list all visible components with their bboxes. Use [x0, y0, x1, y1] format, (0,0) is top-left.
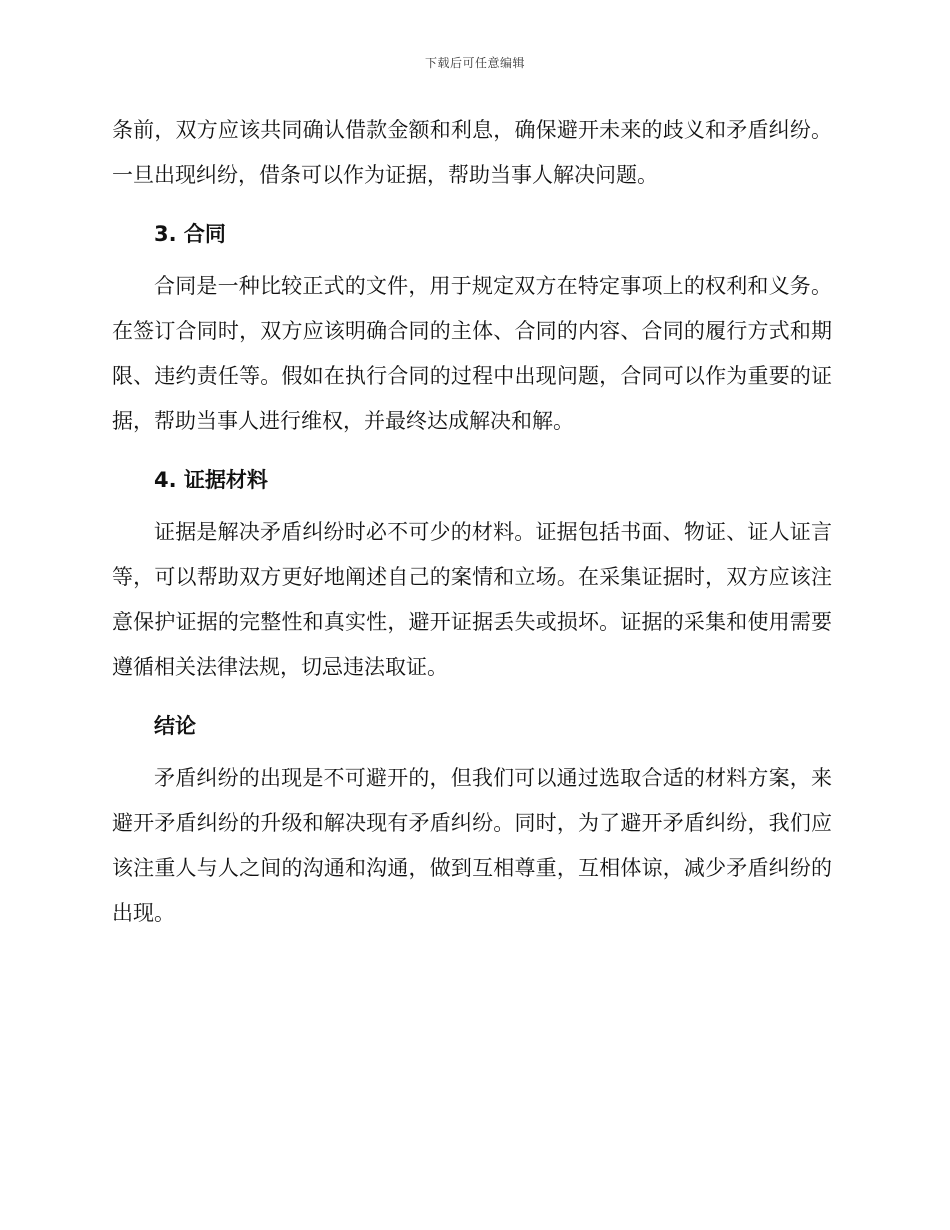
section-heading-evidence: 4. 证据材料 — [154, 468, 268, 492]
page-header-note: 下载后可任意编辑 — [424, 56, 525, 70]
section-body-evidence: 证据是解决矛盾纠纷时必不可少的材料。证据包括书面、物证、证人证言等，可以帮助双方更好地阐述自己的案情和立场。在采集证据时，双方应该注意保护证据的完整性和真实性，避开证据丢失或损坏。证据的采集和使用需要遵循相关法律法规，切忌违法取证。 — [112, 520, 832, 679]
document-body — [112, 108, 832, 950]
section-heading-conclusion: 结论 — [154, 714, 196, 738]
section-heading-contract: 3. 合同 — [154, 222, 226, 246]
continuation-paragraph: 条前，双方应该共同确认借款金额和利息，确保避开未来的歧义和矛盾纠纷。一旦出现纠纷，借条可以作为证据，帮助当事人解决问题。 — [112, 118, 832, 187]
section-body-contract: 合同是一种比较正式的文件，用于规定双方在特定事项上的权利和义务。在签订合同时，双方应该明确合同的主体、合同的内容、合同的履行方式和期限、违约责任等。假如在执行合同的过程中出现问题，合同可以作为重要的证据，帮助当事人进行维权，并最终达成解决和解。 — [112, 274, 832, 433]
section-body-conclusion: 矛盾纠纷的出现是不可避开的，但我们可以通过选取合适的材料方案，来避开矛盾纠纷的升级和解决现有矛盾纠纷。同时，为了避开矛盾纠纷，我们应该注重人与人之间的沟通和沟通，做到互相尊重，互相体谅，减少矛盾纠纷的出现。 — [112, 766, 832, 925]
